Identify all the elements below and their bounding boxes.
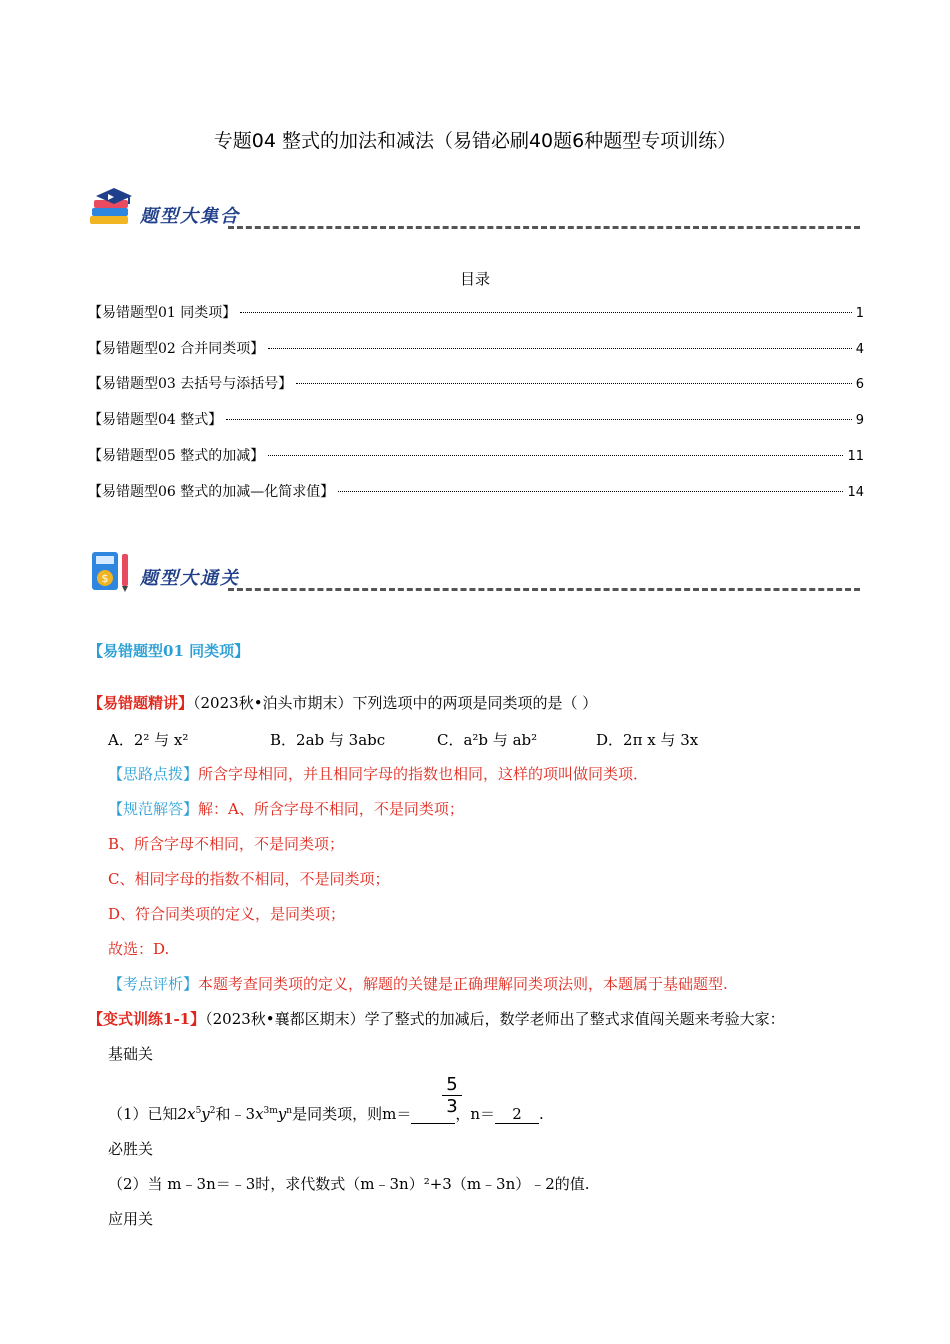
q2-part1-prefix: （1）已知 (108, 1105, 178, 1123)
q1-hint-tag: 【思路点拨】 (108, 765, 199, 783)
toc-row-page: 4 (855, 342, 864, 357)
q1-answer-3: C、相同字母的指数不相同，不是同类项； (108, 870, 390, 888)
banner-question-pass (88, 548, 860, 598)
q1-answer-2: B、所含字母不相同，不是同类项； (108, 835, 345, 853)
toc-row[interactable] (88, 302, 864, 324)
q1-answer-5: 故选：D. (108, 940, 170, 958)
q1-hint: 所含字母相同，并且相同字母的指数也相同，这样的项叫做同类项． (198, 765, 649, 783)
q1-option-a: A．2² 与 x² (108, 731, 189, 749)
toc-row-page: 11 (847, 449, 864, 464)
calculator-coin-icon (88, 548, 134, 594)
q2-part1-line: （1）已知$2x^5y^2$和$﹣3x^{3m}y^n$是同类项，则m＝ ，n＝ 2 . (108, 1105, 544, 1123)
toc-row-page: 1 (855, 306, 864, 321)
q1-answer-4: D、符合同类项的定义，是同类项； (108, 905, 346, 923)
q2-n-label: n＝ (470, 1105, 496, 1123)
books-graduation-cap-icon (88, 186, 134, 232)
toc-row[interactable] (88, 338, 864, 360)
banner-question-types (88, 186, 860, 236)
toc-row-label: 【易错题型02 合并同类项】 (88, 341, 265, 357)
q1-answer-line (108, 798, 464, 819)
toc-row-label: 【易错题型04 整式】 (88, 412, 223, 428)
toc-row[interactable] (88, 445, 864, 467)
q1-option-b: B．2ab 与 3abc (270, 731, 386, 749)
q2-part2: （2）当 m﹣3n＝﹣3时，求代数式（m﹣3n）²+3（m﹣3n）﹣2的值. (108, 1175, 590, 1193)
toc-row-page: 14 (847, 485, 864, 500)
section-title: 【易错题型01 同类项】 (88, 642, 250, 660)
banner-question-types-text: 题型大集合 (140, 206, 240, 227)
toc-leader (226, 419, 851, 420)
q2-m-numerator: 5 (446, 1074, 458, 1095)
banner-divider (228, 226, 860, 229)
q1-eval-tag: 【考点评析】 (108, 975, 199, 993)
toc-row[interactable] (88, 409, 864, 431)
q1-tag: 【易错题精讲】 (88, 694, 194, 712)
toc-leader (338, 491, 843, 492)
toc-row-label: 【易错题型05 整式的加减】 (88, 448, 265, 464)
q1-answer-tag: 【规范解答】 (108, 800, 199, 818)
q1-eval: 本题考查同类项的定义，解题的关键是正确理解同类项法则，本题属于基础题型. (198, 975, 728, 993)
toc-leader (296, 383, 851, 384)
toc-row-label: 【易错题型06 整式的加减—化简求值】 (88, 484, 335, 500)
document-title: 专题04 整式的加法和减法（易错必刷40题6种题型专项训练） (213, 130, 737, 152)
toc-row-label: 【易错题型01 同类项】 (88, 305, 237, 321)
q1-eval-line (108, 973, 728, 994)
q2-n-answer: 2 (495, 1105, 539, 1124)
toc-row[interactable] (88, 373, 864, 395)
toc-leader (268, 455, 843, 456)
banner-divider (228, 588, 860, 591)
toc-leader (240, 312, 851, 313)
q1-stem-line (88, 692, 597, 713)
q2-m-label: m＝ (382, 1105, 412, 1123)
q1-option-c: C．a²b 与 ab² (437, 731, 538, 749)
q2-tag: 【变式训练1-1】 (88, 1010, 206, 1028)
toc-row-page: 9 (855, 413, 864, 428)
q2-stem: （2023秋•襄都区期末）学了整式的加减后，数学老师出了整式求值闯关题来考验大家： (205, 1010, 785, 1028)
q2-m-denominator: 3 (442, 1095, 462, 1117)
q1-hint-line (108, 763, 648, 784)
q2-m-fraction (442, 1074, 462, 1117)
toc-row-label: 【易错题型03 去括号与添括号】 (88, 376, 293, 392)
q2-level-sure-win: 必胜关 (108, 1140, 154, 1158)
q2-level-basic: 基础关 (108, 1045, 154, 1063)
q2-part1-middle: 是同类项，则 (292, 1105, 383, 1123)
toc-heading: 目录 (459, 270, 490, 288)
q1-stem: （2023秋•泊头市期末）下列选项中的两项是同类项的是（ ） (193, 694, 598, 712)
q1-option-d: D．2π x 与 3x (596, 731, 699, 749)
q2-stem-line (88, 1008, 785, 1029)
q1-answer-1: 解：A、所含字母不相同，不是同类项； (198, 800, 464, 818)
toc-row[interactable] (88, 481, 864, 503)
svg-text:$: $ (101, 572, 109, 585)
banner-question-pass-text: 题型大通关 (140, 568, 240, 589)
q2-level-application: 应用关 (108, 1210, 154, 1228)
toc-row-page: 6 (855, 377, 864, 392)
toc-leader (268, 348, 851, 349)
